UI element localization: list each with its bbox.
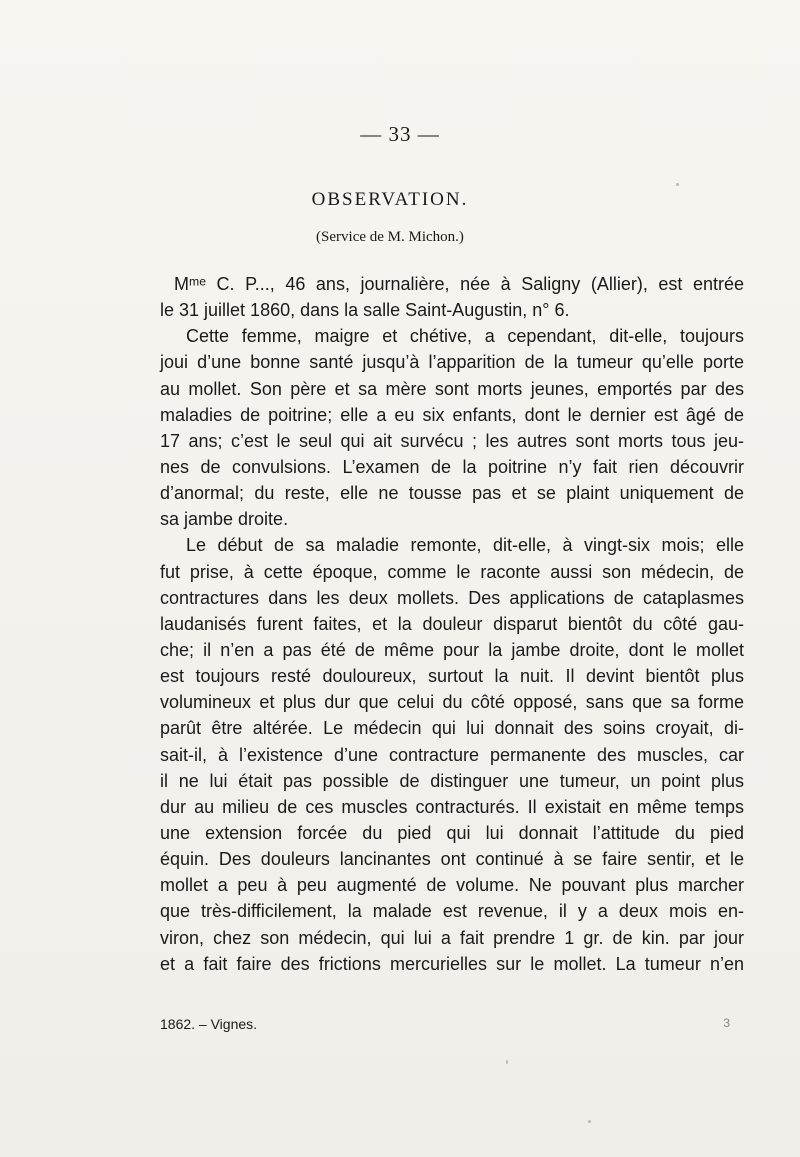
text-line: il ne lui était pas possible de distinguer une tumeur, un point plus — [160, 770, 744, 791]
page-footer — [160, 1016, 730, 1032]
text-line: maladies de poitrine; elle a eu six enfants, dont le dernier est âgé de — [160, 404, 744, 425]
text-line: laudanisés furent faites, et la douleur disparut bientôt du côté gau- — [160, 613, 744, 634]
service-subtitle: (Service de M. Michon.) — [316, 229, 464, 245]
text-line: Le début de sa maladie remonte, dit-elle, à vingt-six mois; elle — [186, 535, 744, 556]
signature-mark: 3 — [723, 1016, 730, 1030]
text-line: dur au milieu de ces muscles contracturés. Il existait en même temps — [160, 796, 744, 817]
paper-speck — [588, 1120, 591, 1123]
text-line: une extension forcée du pied qui lui donnait l’attitude du pied — [160, 822, 744, 843]
body-text — [160, 271, 744, 977]
paper-speck — [676, 183, 679, 186]
text-line: volumineux et plus dur que celui du côté opposé, sans que sa forme — [160, 692, 744, 713]
text-line: mollet a peu à peu augmenté de volume. Ne pouvant plus marcher — [160, 875, 744, 896]
text-line: che; il n’en a pas été de même pour la jambe droite, dont le mollet — [160, 639, 744, 660]
footer-citation: 1862. – Vignes. — [160, 1016, 258, 1032]
text-line: fut prise, à cette époque, comme le raconte aussi son médecin, de — [160, 561, 744, 582]
text-line: parût être altérée. Le médecin qui lui donnait des soins croyait, di- — [160, 718, 744, 739]
text-line: contractures dans les deux mollets. Des applications de cataplasmes — [160, 587, 744, 608]
text-line: Mᵐᵉ C. P..., 46 ans, journalière, née à Saligny (Allier), est entrée — [174, 274, 744, 294]
text-line: sa jambe droite. — [160, 509, 289, 530]
text-line: le 31 juillet 1860, dans la salle Saint-Augustin, n° 6. — [160, 300, 570, 321]
text-line: et a fait faire des frictions mercurielles sur le mollet. La tumeur n’en — [160, 953, 744, 974]
text-line: Cette femme, maigre et chétive, a cependant, dit-elle, toujours — [186, 326, 744, 347]
paper-speck — [506, 1060, 508, 1064]
text-line: nes de convulsions. L’examen de la poitrine n’y fait rien découvrir — [160, 456, 744, 477]
text-line: est toujours resté douloureux, surtout la nuit. Il devint bientôt plus — [160, 666, 744, 687]
text-line: que très-difficilement, la malade est revenue, il y a deux mois en- — [160, 901, 744, 922]
text-line: sait-il, à l’existence d’une contracture permanente des muscles, car — [160, 744, 744, 765]
page-number: — 33 — — [360, 122, 440, 146]
text-line: d’anormal; du reste, elle ne tousse pas et se plaint uniquement de — [160, 483, 744, 504]
text-line: équin. Des douleurs lancinantes ont continué à se faire sentir, et le — [160, 849, 744, 870]
text-line: joui d’une bonne santé jusqu’à l’apparition de la tumeur qu’elle porte — [160, 352, 744, 373]
section-title: OBSERVATION. — [311, 189, 469, 210]
text-line: 17 ans; c’est le seul qui ait survécu ; les autres sont morts tous jeu- — [160, 430, 744, 451]
text-line: au mollet. Son père et sa mère sont morts jeunes, emportés par des — [160, 378, 744, 399]
text-line: viron, chez son médecin, qui lui a fait prendre 1 gr. de kin. par jour — [160, 927, 744, 948]
